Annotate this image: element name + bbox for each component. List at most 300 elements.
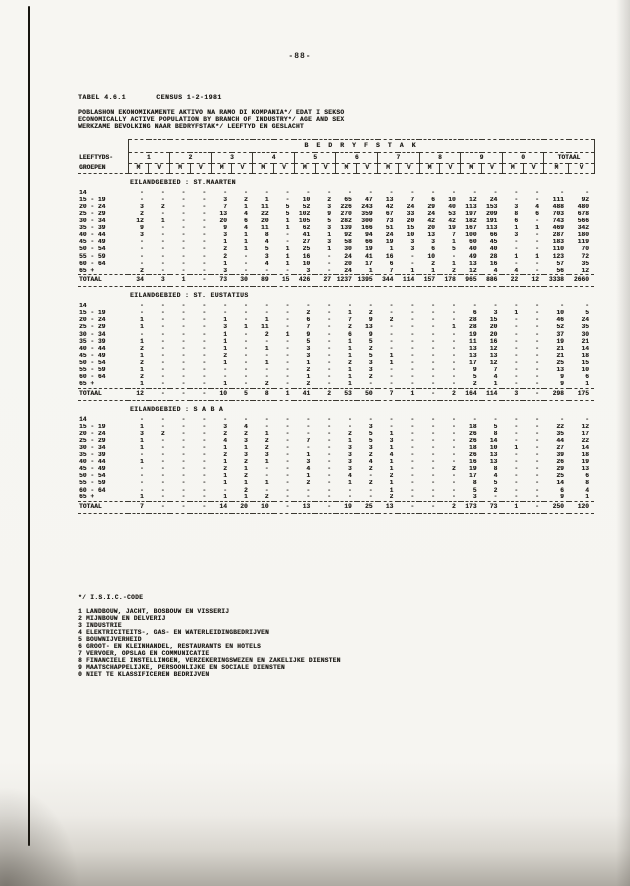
value-cell: 743 (552, 217, 564, 225)
value-cell: - (327, 324, 331, 331)
value-cell: 13 (365, 324, 373, 331)
value-cell: - (451, 338, 456, 345)
value-cell: 9 (368, 331, 373, 338)
value-cell: - (160, 260, 165, 267)
value-cell: 3 (347, 458, 352, 466)
value-cell: 3 (472, 494, 477, 501)
value-cell: 4 (223, 437, 227, 444)
value-cell: - (306, 303, 311, 310)
value-cell: 2 (347, 359, 352, 366)
value-cell: - (535, 345, 539, 352)
value-cell: 49 (468, 253, 477, 260)
value-cell: 1 (389, 352, 394, 359)
value-cell: 8 (493, 466, 498, 473)
value-cell: 56 (556, 267, 564, 274)
value-cell: 7 (451, 232, 456, 239)
value-cell: 66 (365, 239, 373, 246)
value-cell: - (160, 253, 165, 260)
total-value-cell: 13 (294, 502, 315, 514)
value-cell: 11 (261, 203, 269, 210)
age-group-label: 55 - 59 (79, 366, 106, 373)
value-cell: - (535, 338, 539, 345)
value-cell: - (160, 246, 165, 253)
value-cell: 6 (472, 310, 477, 317)
value-cell: - (181, 260, 186, 267)
total-value-cell: 30 (232, 275, 253, 287)
value-cell: - (327, 458, 331, 466)
value-cell: 44 (556, 437, 564, 444)
value-cell: 3 (223, 267, 227, 274)
value-cell: - (160, 381, 165, 388)
value-cell: - (410, 359, 415, 366)
total-value-cell: - (149, 388, 170, 400)
value-cell: 24 (427, 210, 435, 217)
value-cell: 12 (581, 423, 589, 430)
value-cell: - (160, 225, 165, 232)
value-cell: - (181, 423, 186, 430)
value-cell: 182 (465, 217, 477, 225)
value-cell: 14 (581, 444, 589, 451)
value-cell: 15 (406, 225, 415, 232)
value-cell: 6 (306, 317, 311, 324)
value-cell: - (285, 352, 290, 359)
age-group-label: 65 + (79, 494, 95, 501)
value-cell: 6 (535, 210, 539, 217)
value-cell: 13 (489, 458, 498, 466)
value-cell: 2 (368, 373, 373, 381)
value-cell: - (244, 260, 248, 267)
value-cell: 2 (389, 473, 394, 480)
value-cell: 6 (431, 246, 435, 253)
total-value-cell: 164 (461, 388, 482, 400)
value-cell: 35 (581, 260, 589, 267)
value-cell: 2 (306, 310, 311, 317)
value-cell: 183 (552, 239, 564, 246)
value-cell: 2 (306, 381, 311, 388)
value-cell: 12 (468, 196, 477, 203)
value-cell: - (451, 381, 456, 388)
value-cell: 2 (306, 366, 311, 373)
value-cell: 105 (298, 217, 311, 225)
value-cell: - (285, 487, 290, 494)
value-cell: - (160, 473, 165, 480)
value-cell: - (244, 331, 248, 338)
value-cell: 7 (493, 366, 498, 373)
total-value-cell: 89 (253, 275, 274, 287)
value-cell: 1 (431, 267, 435, 274)
value-cell: - (181, 267, 186, 274)
age-group-label: 35 - 39 (79, 225, 106, 232)
value-cell: - (285, 345, 290, 352)
value-cell: - (431, 430, 435, 437)
value-cell: - (285, 381, 290, 388)
value-cell: - (535, 458, 539, 466)
total-value-cell: 19 (336, 502, 357, 514)
value-cell: 9 (560, 494, 564, 501)
value-cell: 359 (361, 210, 373, 217)
value-cell: - (410, 487, 415, 494)
value-cell: - (514, 430, 519, 437)
value-cell: 28 (489, 253, 498, 260)
value-cell: 1 (285, 217, 290, 225)
total-value-cell: 298 (544, 388, 569, 400)
value-cell: - (244, 338, 248, 345)
value-cell: - (327, 430, 331, 437)
value-cell: - (181, 473, 186, 480)
value-cell: 2 (160, 430, 165, 437)
age-group-label: 30 - 34 (79, 331, 106, 338)
value-cell: 94 (365, 232, 373, 239)
value-cell: 13 (581, 466, 589, 473)
value-cell: 20 (427, 225, 435, 232)
value-cell: 13 (219, 210, 227, 217)
value-cell: - (264, 267, 269, 274)
female-header: V (149, 163, 170, 173)
value-cell: - (514, 381, 519, 388)
value-cell: - (160, 239, 165, 246)
male-header: M (253, 163, 274, 173)
value-cell: 3 (264, 451, 269, 459)
isic-item: 5 BOUWNIJVERHEID (78, 636, 142, 644)
value-cell: - (244, 253, 248, 260)
age-group-label: 40 - 44 (79, 345, 106, 352)
value-cell: - (389, 373, 394, 381)
value-cell: - (327, 317, 331, 324)
value-cell: - (285, 317, 290, 324)
value-cell: - (285, 303, 290, 310)
value-cell: - (160, 324, 165, 331)
value-cell: - (264, 487, 269, 494)
total-value-cell: - (274, 502, 295, 514)
age-group-label: 55 - 59 (79, 253, 106, 260)
value-cell: 5 (368, 430, 373, 437)
value-cell: 282 (340, 217, 352, 225)
value-cell: 4 (306, 466, 311, 473)
value-cell: 3 (368, 444, 373, 451)
value-cell: 1 (140, 338, 144, 345)
value-cell: 20 (261, 217, 269, 225)
value-cell: 1 (306, 473, 311, 480)
value-cell: - (389, 416, 394, 423)
age-group-label: 50 - 54 (79, 246, 106, 253)
value-cell: 1 (535, 225, 539, 232)
value-cell: - (451, 444, 456, 451)
value-cell: 30 (581, 331, 589, 338)
value-cell: - (181, 366, 186, 373)
value-cell: 2 (140, 373, 144, 381)
value-cell: 469 (552, 225, 564, 232)
male-header: M (128, 163, 149, 173)
total-value-cell: 12 (128, 388, 149, 400)
value-cell: - (327, 451, 331, 459)
value-cell: - (431, 338, 435, 345)
value-cell: - (160, 373, 165, 381)
value-cell: 13 (489, 352, 498, 359)
value-cell: 6 (585, 373, 589, 381)
value-cell: 2 (223, 253, 227, 260)
value-cell: - (431, 451, 435, 459)
value-cell: - (202, 366, 207, 373)
value-cell: - (285, 480, 290, 487)
value-cell: - (410, 473, 415, 480)
value-cell: 27 (556, 444, 564, 451)
value-cell: - (264, 466, 269, 473)
value-cell: - (410, 444, 415, 451)
value-cell: - (181, 466, 186, 473)
branch-column-header: 2 (170, 153, 212, 164)
value-cell: 1 (244, 466, 248, 473)
value-cell: 10 (581, 366, 589, 373)
value-cell: - (514, 338, 519, 345)
value-cell: - (389, 303, 394, 310)
age-group-label: 15 - 19 (79, 196, 106, 203)
value-cell: - (451, 317, 456, 324)
value-cell: - (160, 458, 165, 466)
scan-corner-shadow (0, 786, 80, 886)
value-cell: 52 (302, 203, 311, 210)
value-cell: 1 (347, 480, 352, 487)
value-cell: 1 (306, 359, 311, 366)
value-cell: - (202, 317, 207, 324)
value-cell: 46 (556, 317, 564, 324)
value-cell: - (327, 366, 331, 373)
value-cell: - (451, 451, 456, 459)
branch-column-header: 3 (211, 153, 253, 164)
value-cell: 6 (244, 217, 248, 225)
value-cell: 19 (556, 338, 564, 345)
female-header: V (523, 163, 544, 173)
value-cell: - (535, 239, 539, 246)
value-cell: - (181, 232, 186, 239)
total-value-cell: 426 (294, 275, 315, 287)
value-cell: 19 (448, 225, 456, 232)
value-cell: - (514, 458, 519, 466)
value-cell: 270 (340, 210, 352, 217)
total-value-cell: - (190, 388, 211, 400)
isic-legend (78, 594, 600, 678)
value-cell: 1 (514, 444, 519, 451)
value-cell: - (431, 381, 435, 388)
value-cell: 35 (556, 430, 564, 437)
value-cell: - (410, 338, 415, 345)
value-cell: - (347, 416, 352, 423)
table-heading (78, 94, 600, 101)
value-cell: 14 (489, 437, 498, 444)
value-cell: 8 (264, 232, 269, 239)
value-cell: - (181, 494, 186, 501)
value-cell: 1 (244, 324, 248, 331)
value-cell: 1 (244, 494, 248, 501)
value-cell: 1 (140, 324, 144, 331)
value-cell: - (160, 317, 165, 324)
value-cell: - (181, 217, 186, 225)
value-cell: - (202, 232, 207, 239)
value-cell: - (285, 189, 290, 196)
value-cell: 1 (140, 317, 144, 324)
branch-column-header: 4 (253, 153, 295, 164)
value-cell: 37 (556, 331, 564, 338)
value-cell: - (202, 303, 207, 310)
value-cell: 1 (264, 458, 269, 466)
value-cell: 1 (285, 225, 290, 232)
value-cell: 4 (368, 458, 373, 466)
value-cell: 6 (514, 217, 519, 225)
value-cell: 2 (244, 487, 248, 494)
value-cell: 8 (493, 430, 498, 437)
value-cell: 4 (535, 203, 539, 210)
value-cell: 15 (489, 317, 498, 324)
age-group-label: 60 - 64 (79, 260, 106, 267)
value-cell: - (244, 303, 248, 310)
value-cell: - (285, 494, 290, 501)
value-cell: 35 (581, 324, 589, 331)
value-cell: - (535, 246, 539, 253)
value-cell: - (535, 466, 539, 473)
isic-items (78, 608, 600, 678)
value-cell: 16 (489, 260, 498, 267)
value-cell: - (160, 189, 165, 196)
value-cell: - (327, 480, 331, 487)
value-cell: - (327, 189, 331, 196)
value-cell: - (493, 303, 498, 310)
value-cell: 13 (385, 196, 394, 203)
total-value-cell: 10 (211, 388, 232, 400)
value-cell: 33 (406, 210, 415, 217)
total-value-cell: 1 (274, 388, 295, 400)
value-cell: 1 (347, 366, 352, 373)
value-cell: - (535, 381, 539, 388)
value-cell: - (202, 239, 207, 246)
value-cell: 4 (514, 267, 519, 274)
value-cell: - (451, 303, 456, 310)
value-cell: 24 (406, 203, 415, 210)
value-cell: 3 (368, 423, 373, 430)
age-group-label: 20 - 24 (79, 203, 106, 210)
value-cell: 9 (327, 210, 331, 217)
branch-column-header: 6 (336, 153, 378, 164)
value-cell: - (389, 324, 394, 331)
age-group-label: 45 - 49 (79, 352, 106, 359)
value-cell: 13 (468, 345, 477, 352)
value-cell: 5 (493, 480, 498, 487)
value-cell: - (160, 310, 165, 317)
female-header: V (315, 163, 336, 173)
value-cell: - (285, 366, 290, 373)
female-header: V (274, 163, 295, 173)
total-value-cell: 7 (378, 388, 399, 400)
value-cell: 9 (140, 225, 144, 232)
value-cell: 20 (344, 260, 352, 267)
value-cell: - (223, 416, 227, 423)
value-cell: 12 (489, 345, 498, 352)
value-cell: 1 (285, 253, 290, 260)
value-cell: - (202, 260, 207, 267)
value-cell: 20 (219, 217, 227, 225)
age-group-label: 40 - 44 (79, 458, 106, 466)
value-cell: - (514, 324, 519, 331)
value-cell: 1 (223, 458, 227, 466)
value-cell: - (140, 466, 144, 473)
value-cell: 19 (385, 239, 394, 246)
value-cell: - (140, 331, 144, 338)
value-cell: 1 (244, 203, 248, 210)
value-cell: - (389, 338, 394, 345)
value-cell: - (514, 196, 519, 203)
value-cell: - (264, 338, 269, 345)
value-cell: 1 (244, 232, 248, 239)
total-value-cell: 1 (398, 388, 419, 400)
value-cell: - (514, 189, 519, 196)
value-cell: 22 (556, 423, 564, 430)
value-cell: - (431, 331, 435, 338)
value-cell: 39 (556, 451, 564, 459)
value-cell: - (451, 253, 456, 260)
isic-item: 7 VERVOER, OPSLAG EN COMMUNICATIE (78, 650, 210, 658)
value-cell: 13 (427, 232, 435, 239)
value-cell: - (535, 366, 539, 373)
value-cell: - (431, 310, 435, 317)
value-cell: 9 (368, 317, 373, 324)
value-cell: 1 (223, 444, 227, 451)
total-value-cell: 2 (315, 388, 336, 400)
value-cell: 65 (344, 196, 352, 203)
value-cell: - (535, 451, 539, 459)
value-cell: - (223, 189, 227, 196)
total-value-cell: 157 (419, 275, 440, 287)
value-cell: 4 (244, 225, 248, 232)
value-cell: 488 (552, 203, 564, 210)
value-cell: 1 (327, 232, 331, 239)
value-cell: 24 (489, 196, 498, 203)
value-cell: - (410, 458, 415, 466)
value-cell: 1 (223, 338, 227, 345)
age-group-label: 40 - 44 (79, 232, 106, 239)
value-cell: - (585, 303, 589, 310)
value-cell: - (431, 473, 435, 480)
age-group-label: 50 - 54 (79, 473, 106, 480)
total-value-cell: - (149, 502, 170, 514)
value-cell: - (347, 487, 352, 494)
isic-item: 2 MIJNBOUW EN DELVERIJ (78, 615, 166, 623)
value-cell: 27 (302, 239, 311, 246)
value-cell: 102 (298, 210, 311, 217)
value-cell: - (514, 416, 519, 423)
value-cell: - (535, 444, 539, 451)
value-cell: 1 (327, 246, 331, 253)
value-cell: - (202, 416, 207, 423)
value-cell: 3 (244, 451, 248, 459)
section-title: EILANDGEBIED : S A B A (130, 405, 224, 413)
value-cell: - (472, 189, 477, 196)
male-header: M (544, 163, 569, 173)
total-value-cell: - (315, 502, 336, 514)
value-cell: - (410, 466, 415, 473)
value-cell: - (181, 487, 186, 494)
value-cell: 66 (489, 232, 498, 239)
value-cell: - (410, 317, 415, 324)
value-cell: 10 (427, 253, 435, 260)
total-value-cell: 965 (461, 275, 482, 287)
value-cell: 3 (347, 444, 352, 451)
value-cell: 1 (347, 338, 352, 345)
value-cell: - (514, 373, 519, 381)
value-cell: 92 (581, 196, 589, 203)
value-cell: - (202, 338, 207, 345)
value-cell: 24 (385, 232, 394, 239)
value-cell: 53 (448, 210, 456, 217)
value-cell: 1 (244, 239, 248, 246)
age-group-label: 55 - 59 (79, 480, 106, 487)
